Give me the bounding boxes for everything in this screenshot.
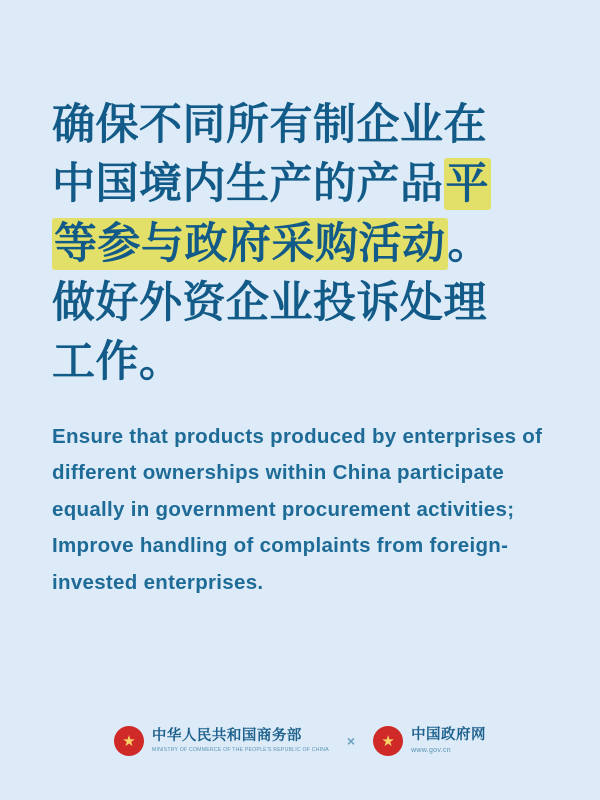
logo-mofcom-chinese: 中华人民共和国商务部 (151, 727, 302, 744)
headline-line-3-highlight: 等参与政府采购活动 (54, 219, 446, 268)
logo-gov-cn-url: www.gov.cn (411, 746, 451, 754)
headline-line-3-plain: 。 (447, 219, 491, 268)
headline-line-1: 确保不同所有制企业在 (52, 101, 487, 149)
logo-mofcom (114, 726, 329, 756)
logo-gov-cn-text (411, 728, 486, 755)
logo-gov-cn-chinese: 中国政府网 (411, 726, 487, 743)
headline-line-5: 工作。 (52, 338, 183, 387)
national-emblem-icon-2 (373, 726, 403, 756)
headline (52, 96, 548, 393)
headline-line-4: 做好外资企业投诉处理 (52, 278, 487, 327)
subhead-english: Ensure that products produced by enterprises of different ownerships within China participate equally in government procurement activities; Improve handling of complaints from foreign-invested enterprises. (52, 424, 543, 594)
headline-line-2-highlight: 平 (445, 160, 489, 209)
headline-line-2-plain: 中国境内生产的产品 (52, 160, 444, 209)
logo-gov-cn (373, 726, 486, 756)
national-emblem-icon (114, 726, 144, 756)
logo-separator: × (346, 733, 356, 749)
logo-mofcom-text (152, 729, 329, 754)
star-glyph-2: ★ (381, 732, 395, 750)
star-glyph: ★ (122, 732, 136, 750)
footer-logos (0, 726, 600, 800)
logo-mofcom-english: MINISTRY OF COMMERCE OF THE PEOPLE'S REPUBLIC OF CHINA (151, 746, 329, 753)
